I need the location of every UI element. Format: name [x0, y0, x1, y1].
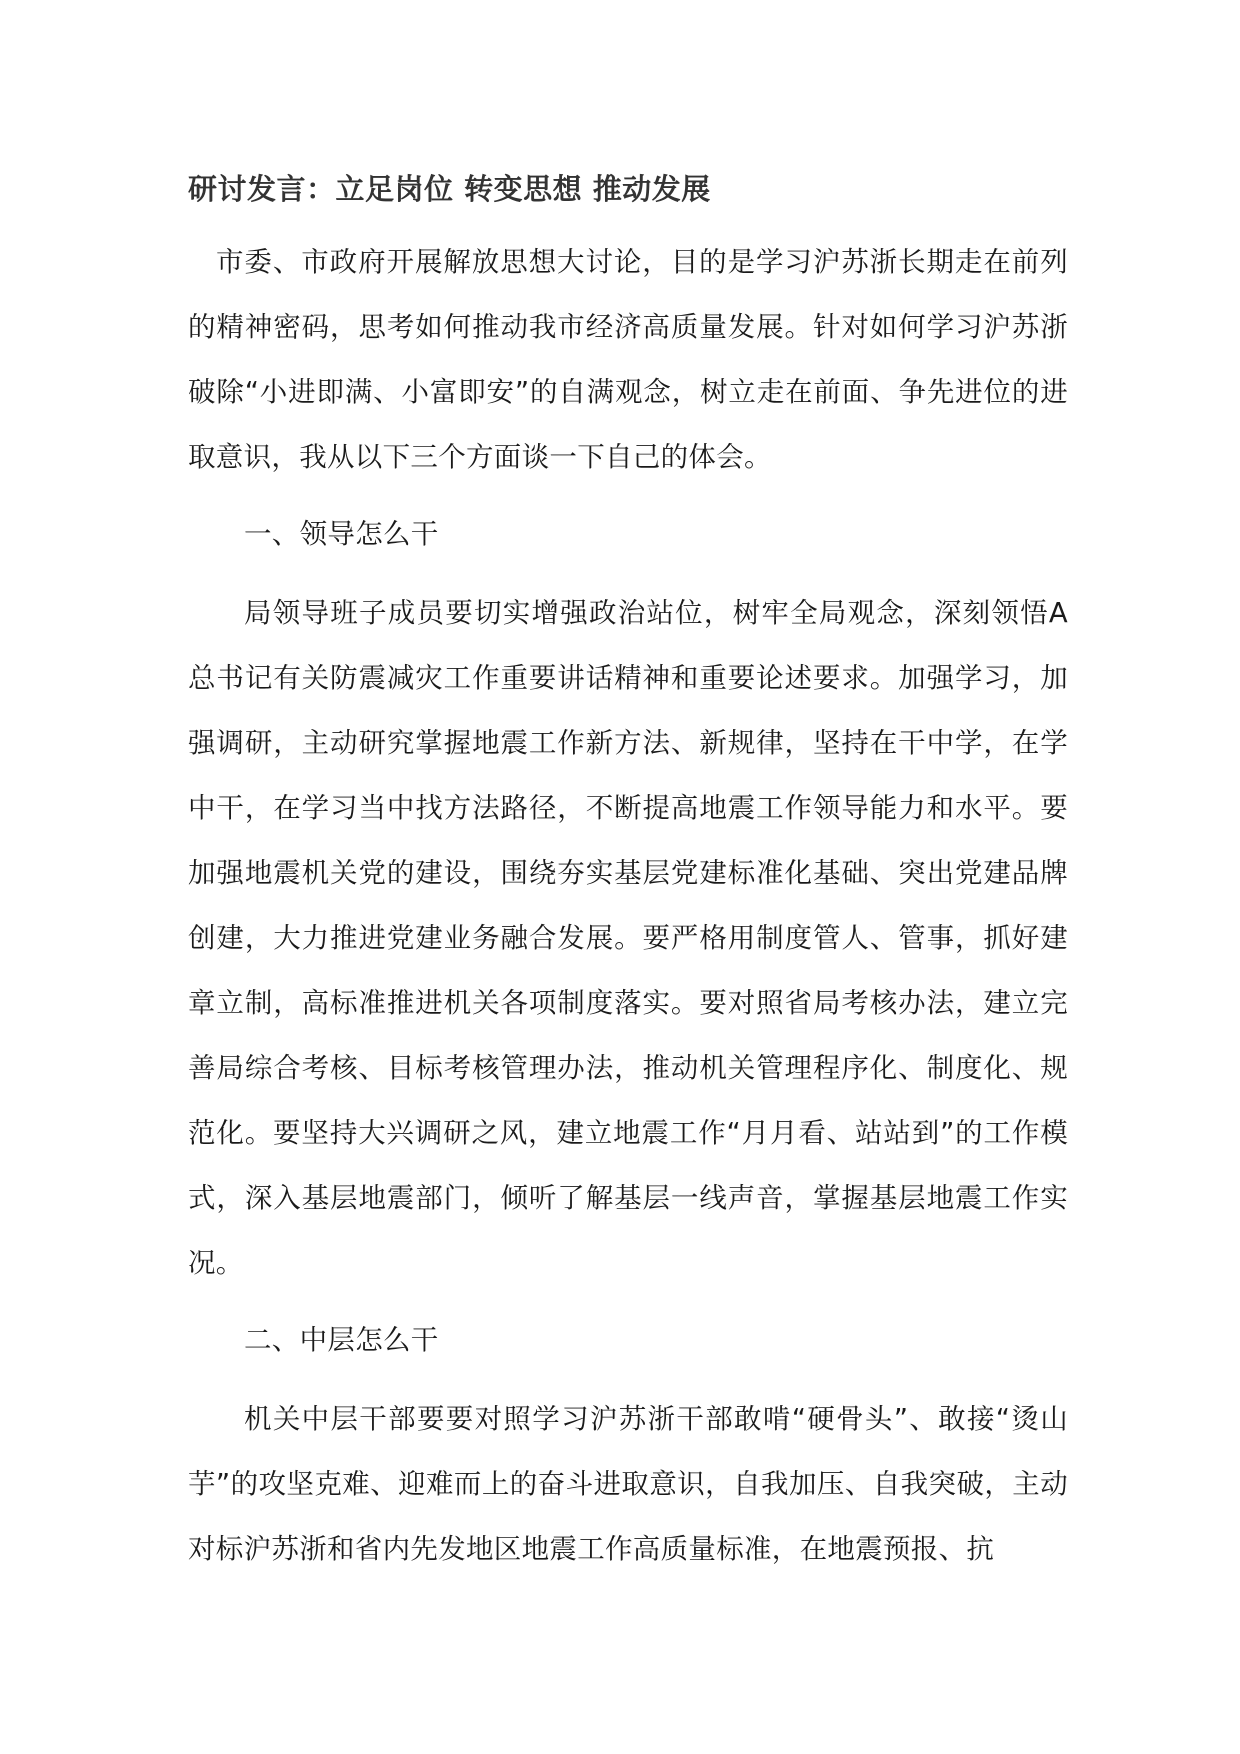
section-middle-management: [188, 1308, 1068, 1582]
document-page: [188, 170, 1068, 1582]
document-title: 研讨发言：立足岗位 转变思想 推动发展: [188, 172, 711, 206]
section-heading: 一、领导怎么干: [244, 518, 439, 550]
section-leadership: [188, 502, 1068, 1296]
section-body: 局领导班子成员要切实增强政治站位，树牢全局观念，深刻领悟A总书记有关防震减灾工作重要讲话精神和重要论述要求。加强学习，加强调研，主动研究掌握地震工作新方法、新规律，坚持在干中学，在学中干，在学习当中找方法路径，不断提高地震工作领导能力和水平。要加强地震机关党的建设，围绕夯实基层党建标准化基础、突出党建品牌创建，大力推进党建业务融合发展。要严格用制度管人、管事，抓好建章立制，高标准推进机关各项制度落实。要对照省局考核办法，建立完善局综合考核、目标考核管理办法，推动机关管理程序化、制度化、规范化。要坚持大兴调研之风，建立地震工作“月月看、站站到”的工作模式，深入基层地震部门，倾听了解基层一线声音，掌握基层地震工作实况。: [188, 597, 1068, 1279]
section-body: 机关中层干部要要对照学习沪苏浙干部敢啃“硬骨头”、敢接“烫山芋”的攻坚克难、迎难而上的奋斗进取意识，自我加压、自我突破，主动对标沪苏浙和省内先发地区地震工作高质量标准，在地震预报、抗: [188, 1403, 1068, 1565]
section-heading: 二、中层怎么干: [244, 1324, 439, 1356]
intro-paragraph: 市委、市政府开展解放思想大讨论，目的是学习沪苏浙长期走在前列的精神密码，思考如何推动我市经济高质量发展。针对如何学习沪苏浙破除“小进即满、小富即安”的自满观念，树立走在前面、争先进位的进取意识，我从以下三个方面谈一下自己的体会。: [188, 246, 1068, 473]
